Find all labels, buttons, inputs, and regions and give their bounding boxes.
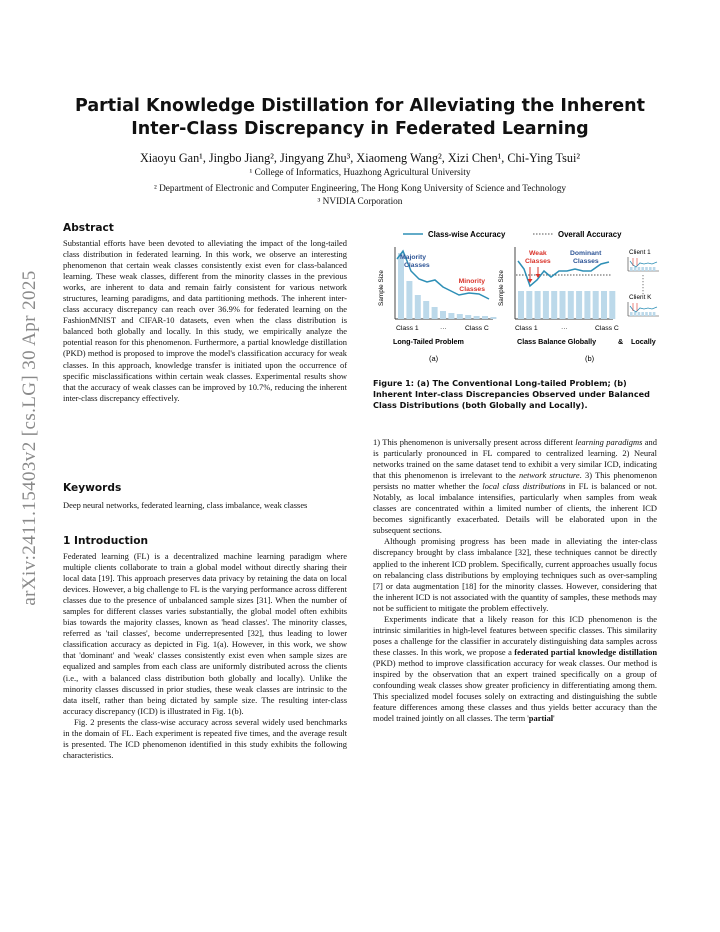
keywords-text: Deep neural networks, federated learning, class imbalance, weak classes: [63, 500, 308, 510]
author-list: Xiaoyu Gan¹, Jingbo Jiang², Jingyang Zhu³, Xiaomeng Wang², Xizi Chen¹, Chi-Ying Tsui²: [139, 151, 581, 165]
client-k-bar: [649, 312, 652, 316]
affiliation-1: ¹ College of Informatics, Huazhong Agricultural University: [249, 168, 471, 178]
right-paragraph-1: 1) This phenomenon is universally present across different learning paradigms and is particularly pronounced in FL compared to centralized learning. 2) Neural networks trained on the same dataset tend to exhibit a very similar ICD, indicating that this phenomenon is irrelevant to the network structure. 3) This phenomenon persists no matter whether the local class distributions in FL is balanced or not. Notably, as local imbalance intensifies, particularly when samples from weak classes are concentrated within a limited number of clients, the inherent ICD becomes significantly exacerbated. Details will be elaborated upon in the subsequent sections.: [373, 437, 657, 536]
arxiv-id: arXiv:2411.15403v2 [cs.LG] 30 Apr 2025: [19, 270, 40, 606]
minority-label-2: Classes: [459, 286, 485, 293]
figure-1: [373, 227, 663, 367]
panel-a-bar: [482, 316, 488, 319]
panel-a-bar: [440, 311, 446, 319]
client-1-bar: [641, 267, 644, 271]
majority-label-2: Classes: [404, 262, 430, 269]
panel-b-bar: [609, 291, 615, 319]
right-column-body: [373, 437, 657, 724]
client-1-bar: [645, 267, 648, 271]
client-k-mini-chart: [628, 302, 659, 316]
panel-a-bar: [415, 295, 421, 319]
abstract-heading: Abstract: [63, 222, 114, 234]
panel-b-bars: [518, 291, 615, 319]
weak-label-1: Weak: [529, 250, 547, 257]
figure-1-caption: Figure 1: (a) The Conventional Long-tailed Problem; (b) Inherent Inter-class Discrepancies Observed under Balanced Class Distributions (both Globally and Locally).: [373, 378, 650, 410]
client-k-bar: [630, 312, 633, 316]
client-k-bar: [641, 312, 644, 316]
panel-b-bar: [584, 291, 590, 319]
panel-b-y-label: Sample Size: [498, 270, 505, 306]
keywords-heading: Keywords: [63, 482, 122, 494]
panel-b-x-last: Class C: [595, 325, 619, 332]
panel-b-x-dots: ···: [561, 325, 568, 332]
right-paragraph-2: Although promising progress has been made in alleviating the inter-class discrepancy brought by class imbalance [32], these techniques cannot be directly applied to the inherent ICD problem. Specifically, current approaches usually focus on rebalancing class distributions by employing techniques such as over-sampling [7] or data augmentation [18] for the minority classes. However, considering that the inherent ICD is not associated with the quantity of samples, these methods may not be sufficient to mitigate the problem effectively.: [373, 536, 657, 613]
panel-b-caption: Class Balance Globally: [517, 337, 597, 346]
right-paragraph-3: Experiments indicate that a likely reason for this ICD phenomenon is the intrinsic similarities in high-level features between specific classes. This similarity poses a challenge for the classifier in accurately distinguishing data samples across these classes. In this work, we propose a federated partial knowledge distillation (PKD) method to improve classification accuracy for weak classes. Our method is inspired by the observation that an expert trained specifically on a group of confounding weak classes show greater proficiency in differentiating among them. This specialized model focuses solely on extracting and distinguishing the subtle feature differences among these classes and thus yields better accuracy than the model trained jointly on all classes. The term 'partial': [373, 613, 658, 724]
panel-b-bar: [576, 291, 582, 319]
panel-b-caption-locally: Locally: [631, 337, 656, 346]
panel-a: [378, 247, 496, 363]
client-1-bar: [638, 267, 641, 271]
panel-a-bar: [457, 314, 463, 319]
panel-b: [498, 247, 659, 363]
panel-b-bar: [601, 291, 607, 319]
abstract-text: Substantial efforts have been devoted to alleviating the impact of the long-tailed class distribution in federated learning. In this work, we observe an interesting phenomenon that certain weak classes consistently exist even for class-balanced learning. These weak classes, different from the minority classes in the previous works, are inherent to data and remain fairly consistent for various network structures, learning paradigms, and data partitioning methods. The inherent inter-class accuracy discrepancy can reach over 36.9% for federated learning on the FashionMNIST and CIFAR-10 datasets, even when the class distribution is balanced both globally and locally. In this study, we empirically analyze the potential reason for this phenomenon. Furthermore, a partial knowledge distillation (PKD) method is proposed to improve the model's classification accuracy for weak classes. In this approach, knowledge transfer is initiated upon the occurrence of specific misclassifications within certain weak classes. Experimental results show that the accuracy of weak classes can be improved by 10.7%, reducing the inherent inter-class discrepancy effectively.: [63, 238, 347, 403]
affiliation-2: ² Department of Electronic and Computer Engineering, The Hong Kong University of Science and Technology: [153, 184, 567, 194]
dominant-label-1: Dominant: [570, 250, 602, 257]
panel-a-bar: [432, 307, 438, 319]
panel-b-bar: [593, 291, 599, 319]
panel-a-bar: [490, 317, 496, 319]
panel-b-bar: [560, 291, 566, 319]
panel-a-bar: [465, 315, 471, 319]
panel-b-bar: [535, 291, 541, 319]
client-1-bar: [653, 267, 656, 271]
panel-a-x-dots: ···: [440, 325, 447, 332]
panel-b-x-first: Class 1: [515, 325, 538, 332]
minority-label-1: Minority: [458, 278, 485, 285]
majority-label-1: Majority: [400, 254, 427, 261]
paper-title: [60, 95, 660, 141]
panel-b-caption-amp: &: [618, 337, 624, 346]
dominant-label-2: Classes: [573, 258, 599, 265]
client-k-label: Client K: [629, 294, 652, 301]
panel-b-bar: [518, 291, 524, 319]
panel-a-x-first: Class 1: [396, 325, 419, 332]
client-1-bar: [649, 267, 652, 271]
client-k-bar: [645, 312, 648, 316]
panel-a-sublabel: (a): [429, 354, 439, 363]
introduction-heading: 1 Introduction: [63, 535, 149, 547]
panel-b-bar: [551, 291, 557, 319]
client-1-mini-chart: [628, 257, 659, 271]
legend-classwise-label: Class-wise Accuracy: [428, 230, 506, 239]
client-k-bar: [653, 312, 656, 316]
panel-a-caption: Long-Tailed Problem: [393, 337, 464, 346]
client-k-bar: [634, 312, 637, 316]
client-1-label: Client 1: [629, 249, 651, 256]
weak-label-2: Classes: [525, 258, 551, 265]
intro-paragraph-2: Fig. 2 presents the class-wise accuracy across several widely used benchmarks in the domain of FL. Each experiment is repeated five times, and the average result is presented. The ICD phenomenon identified in this study exhibits the following characteristics.: [63, 716, 347, 760]
panel-a-y-label: Sample Size: [378, 270, 385, 306]
introduction-body: [63, 551, 347, 761]
intro-paragraph-1: Federated learning (FL) is a decentralized machine learning paradigm where multiple clients collaborate to train a global model without directly sharing their local data [19]. This approach preserves data privacy by retaining the data on local devices. However, a big challenge to FL is the varying performance across different classes due to the presence of unbalanced sample sizes [31]. When the number of samples for different classes varies substantially, the global model often exhibits bias towards the majority classes, known as 'head classes'. The minority classes, referred as 'tail classes', become underrepresented [32], thus leading to lower classification accuracy as depicted in Fig. 1(a). However, in this work, we show that 'dominant' and 'weak' classes consistently exist even when sample sizes are equalized and samples from each class are uniformly distributed across the clients (i.e., with a balanced class distribution both globally and locally). Unlike the minority classes discussed in prior studies, these weak classes are intrinsic to the data itself, rather than being dictated by sample size. The resulting inter-class accuracy discrepancy (ICD) is illustrated in Fig. 1(b).: [63, 551, 347, 716]
panel-b-sublabel: (b): [585, 354, 595, 363]
client-k-bar: [638, 312, 641, 316]
panel-a-bar: [406, 281, 412, 319]
panel-a-bar: [448, 313, 454, 319]
panel-b-bar: [526, 291, 532, 319]
panel-a-x-last: Class C: [465, 325, 489, 332]
title-line-2: Inter-Class Discrepancy in Federated Learning: [131, 119, 589, 139]
panel-b-bar: [568, 291, 574, 319]
legend-overall-label: Overall Accuracy: [558, 230, 622, 239]
client-1-bar: [630, 267, 633, 271]
panel-a-bar: [423, 301, 429, 319]
title-line-1: Partial Knowledge Distillation for Alleviating the Inherent: [74, 96, 646, 116]
panel-a-bar: [474, 316, 480, 319]
affiliation-3: ³ NVIDIA Corporation: [317, 197, 403, 207]
client-1-bar: [634, 267, 637, 271]
arxiv-sidebar: [5, 248, 55, 628]
panel-b-bar: [543, 291, 549, 319]
